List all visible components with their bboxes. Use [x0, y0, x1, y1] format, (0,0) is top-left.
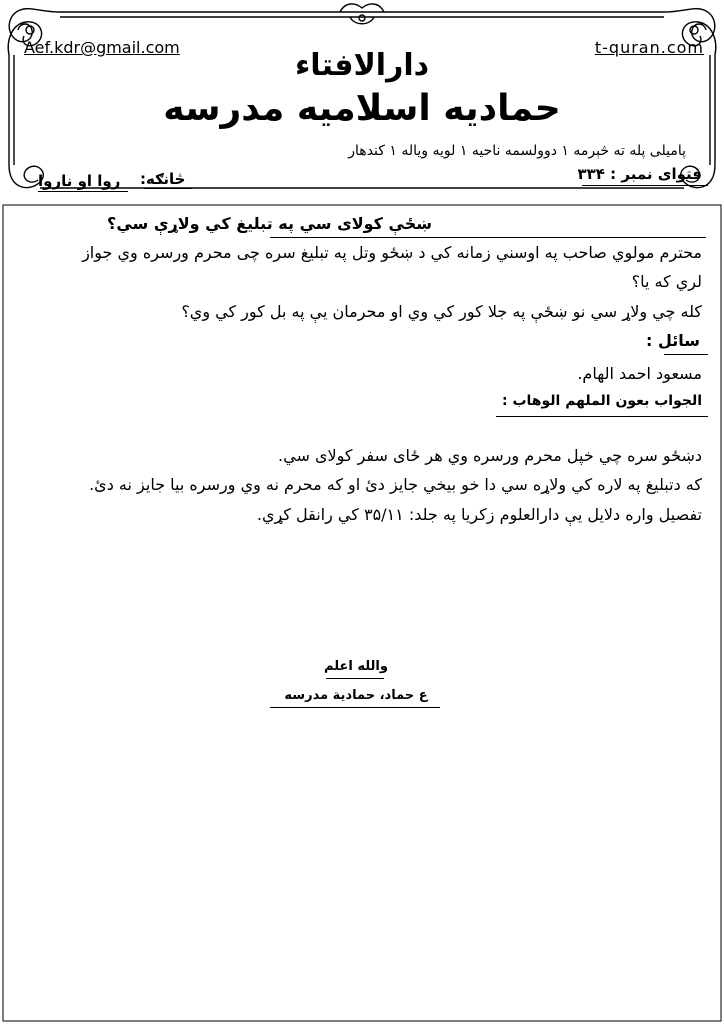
answer-line-2: که دتبلیغ په لاره کي ولاړه سي دا خو بیخي جایز دئ او که محرم نه وي ورسره بیا جایز نه دئ.	[89, 475, 702, 494]
address-line: پامیلی پله ته څېرمه ۱ دوولسمه ناحیه ۱ لویه ویاله ۱ کندهار	[348, 143, 686, 159]
website-link[interactable]: t-quran.com	[594, 38, 704, 57]
answer-line-1: دښځو سره چي خپل محرم ورسره وي هر ځای سفر کولای سي.	[278, 446, 702, 465]
answer-heading-underline	[496, 416, 708, 417]
category-label-underline	[144, 188, 192, 189]
school-title: حمادیه اسلامیه مدرسه	[163, 88, 561, 129]
fatwa-label: فتوای نمبر :	[610, 165, 702, 183]
question-line-1: محترم مولوي صاحب په اوسني زمانه کي د ښځو وتل په تبلیغ سره چی محرم ورسره وي جواز	[82, 243, 702, 262]
fatwa-number: ۳۳۴	[577, 165, 605, 183]
office-title: دارالافتاء	[294, 48, 430, 83]
question-line-3: کله چي ولاړ سي نو ښځې په جلا کور کي وي او محرمان یې په بل کور کي وي؟	[181, 302, 702, 321]
allah-knows: والله اعلم	[324, 659, 388, 674]
fatwa-number-block	[577, 165, 702, 183]
category-label: څانګه:	[140, 170, 186, 188]
answer-line-3: تفصیل واره دلایل یې دارالعلوم زکریا په جلد: ۳۵/۱۱ کي رانقل کړي.	[256, 505, 702, 524]
asker-label-underline	[664, 354, 708, 355]
asker-name: مسعود احمد الهام.	[577, 364, 702, 383]
fatwa-underline	[582, 185, 708, 186]
email-link[interactable]: Aef.kdr@gmail.com	[24, 38, 180, 57]
category-value-underline	[38, 191, 128, 192]
signature-underline	[270, 707, 440, 708]
question-title-underline	[270, 237, 706, 238]
signature: ع حماد، حمادیة مدرسه	[284, 688, 428, 703]
answer-heading: الجواب بعون الملهم الوهاب :	[501, 393, 702, 409]
category-value: روا او ناروا	[38, 172, 121, 190]
question-line-2: لري که یا؟	[631, 272, 702, 291]
asker-label: سائل :	[646, 331, 700, 350]
allah-knows-underline	[326, 678, 384, 679]
question-title: ښځې کولای سي په تبلیغ کي ولاړې سي؟	[107, 214, 432, 233]
